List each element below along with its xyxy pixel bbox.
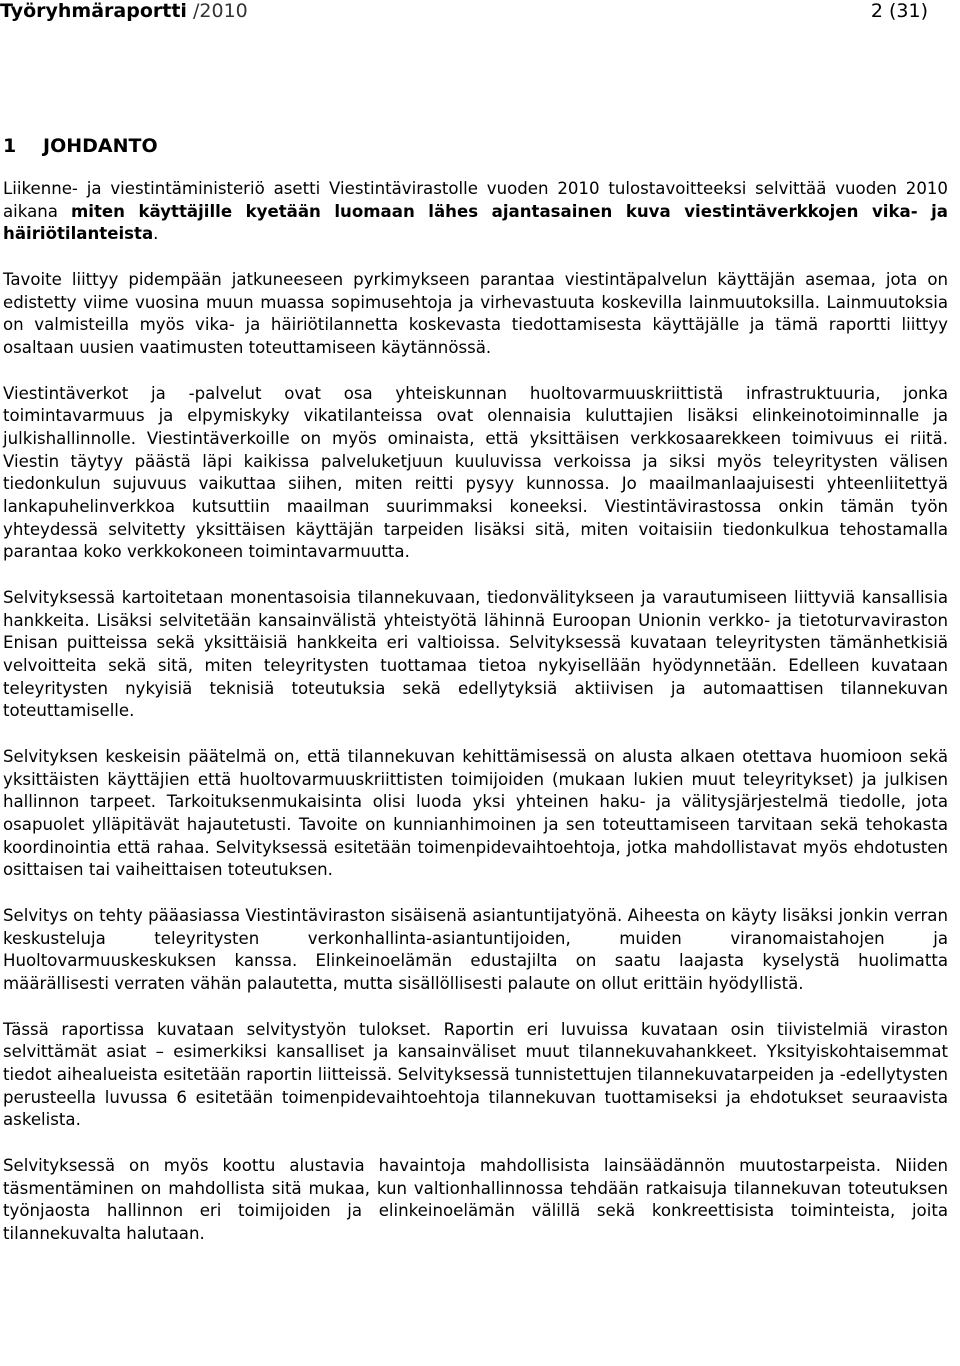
paragraph-1 xyxy=(3,178,948,246)
page-header xyxy=(0,0,928,24)
section-number: 1 xyxy=(3,135,17,157)
report-year: /2010 xyxy=(193,0,248,22)
paragraph-3: Viestintäverkot ja -palvelut ovat osa yhteiskunnan huoltovarmuuskriittistä infrastruktuuria, jonka toimintavarmuus ja elpymiskyky vikatilanteissa ovat olennaisia kuluttajien lisäksi elinkeinotoiminnalle ja julkishallinnolle. Viestintäverkoille on myös ominaista, että yksittäisen verkkosaarekkeen toimivuus ei riitä. Viestin täytyy päästä läpi kaikissa palveluketjuun kuuluvissa verkoissa ja siksi myös teleyritysten välisen tiedonkulun sujuvuus vaikuttaa siihen, miten reitti pysyy kunnossa. Jo maailmanlaajuisesti yhteenliitettyä lankapuhelinverkkoa kutsuttiin maailman suurimmaksi koneeksi. Viestintävirastossa onkin tämän työn yhteydessä selvitetty yksittäisen käyttäjän tarpeiden lisäksi sitä, miten voitaisiin tiedonkulkua tehostamalla parantaa koko verkkokoneen toimintavarmuutta. xyxy=(3,383,948,562)
paragraph-1-bold: miten käyttäjille kyetään luomaan lähes ajantasainen kuva viestintäverkkojen vika- ja häiriötilanteista xyxy=(3,201,948,244)
section-heading xyxy=(3,134,158,158)
paragraph-1-end: . xyxy=(153,224,159,244)
report-name: Työryhmäraportti xyxy=(0,0,187,22)
paragraph-1-text: Liikenne- ja viestintäministeriö asetti Viestintävirastolle vuoden 2010 tulostavoitteeksi selvittää vuoden 2010 aikana xyxy=(3,179,948,221)
report-title xyxy=(0,0,248,22)
paragraph-2: Tavoite liittyy pidempään jatkuneeseen pyrkimykseen parantaa viestintäpalvelun käyttäjän asemaa, jota on edistetty viime vuosina muun muassa sopimusehtoja ja virhevastuuta koskevilla lainmuutoksilla. Lainmuutoksia on valmisteilla myös vika- ja häiriötilannetta koskevasta tiedottamisesta käyttäjälle ja tämä raportti liittyy osaltaan uusien vaatimusten toteuttamiseen käytännössä. xyxy=(3,269,948,358)
paragraph-5: Selvityksen keskeisin päätelmä on, että tilannekuvan kehittämisessä on alusta alkaen otettava huomioon sekä yksittäisten käyttäjien että huoltovarmuuskriittisten toimijoiden (mukaan lukien muut teleyritykset) ja julkisen hallinnon tarpeet. Tarkoituksenmukaisinta olisi luoda yksi yhteinen haku- ja välitysjärjestelmä tiedolle, jota osapuolet ylläpitävät hajautetusti. Tavoite on kunnianhimoinen ja sen toteuttamiseen tarvitaan sekä tehokasta koordinointia että rahaa. Selvityksessä esitetään toimenpidevaihtoehtoja, jotka mahdollistavat myös ehdotusten osittaisen tai vaiheittaisen toteutuksen. xyxy=(3,746,948,880)
paragraph-6: Selvitys on tehty pääasiassa Viestintäviraston sisäisenä asiantuntijatyönä. Aiheesta on käyty lisäksi jonkin verran keskusteluja teleyritysten verkonhallinta-asiantuntijoiden, muiden viranomaistahojen ja Huoltovarmuuskeskuksen kanssa. Elinkeinoelämän edustajilta on saatu laajasta kyselystä huolimatta määrällisesti verraten vähän palautetta, mutta sisällöllisesti palaute on ollut erittäin hyödyllistä. xyxy=(3,905,948,994)
document-body xyxy=(3,178,948,1269)
paragraph-8: Selvityksessä on myös koottu alustavia havaintoja mahdollisista lainsäädännön muutostarpeista. Niiden täsmentäminen on mahdollista sitä mukaa, kun valtionhallinnossa tehdään ratkaisuja tilannekuvan toteutuksen työnjaosta hallinnon eri toimijoiden ja elinkeinoelämän välillä sekä konkreettisista toiminteista, joita tilannekuvalta halutaan. xyxy=(3,1155,948,1243)
paragraph-7: Tässä raportissa kuvataan selvitystyön tulokset. Raportin eri luvuissa kuvataan osin tiivistelmiä viraston selvittämät asiat – esimerkiksi kansalliset ja kansainväliset muut tilannekuvahankkeet. Yksityiskohtaisemmat tiedot aihealueista esitetään raportin liitteissä. Selvityksessä tunnistettujen tilannekuvatarpeiden ja -edellytysten perusteella luvussa 6 esitetään toimenpidevaihtoehtoja tilannekuvan tuottamiseksi ja ehdotukset seuraavista askelista. xyxy=(3,1019,948,1130)
paragraph-4: Selvityksessä kartoitetaan monentasoisia tilannekuvaan, tiedonvälitykseen ja varautumiseen liittyviä kansallisia hankkeita. Lisäksi selvitetään kansainvälistä yhteistyötä lähinnä Euroopan Unionin verkko- ja tietoturvaviraston Enisan puitteissa sekä yksittäisiä hankkeita eri valtioissa. Selvityksessä kuvataan teleyritysten tämänhetkisiä velvoitteita sekä sitä, miten teleyritysten tuottamaa tietoa nykyisellään hyödynnetään. Edelleen kuvataan teleyritysten nykyisiä teknisiä toteutuksia sekä edellytyksiä aktiivisen ja automaattisen tilannekuvan toteuttamiselle. xyxy=(3,587,948,721)
section-title: JOHDANTO xyxy=(43,135,158,157)
page-number: 2 (31) xyxy=(870,0,928,22)
